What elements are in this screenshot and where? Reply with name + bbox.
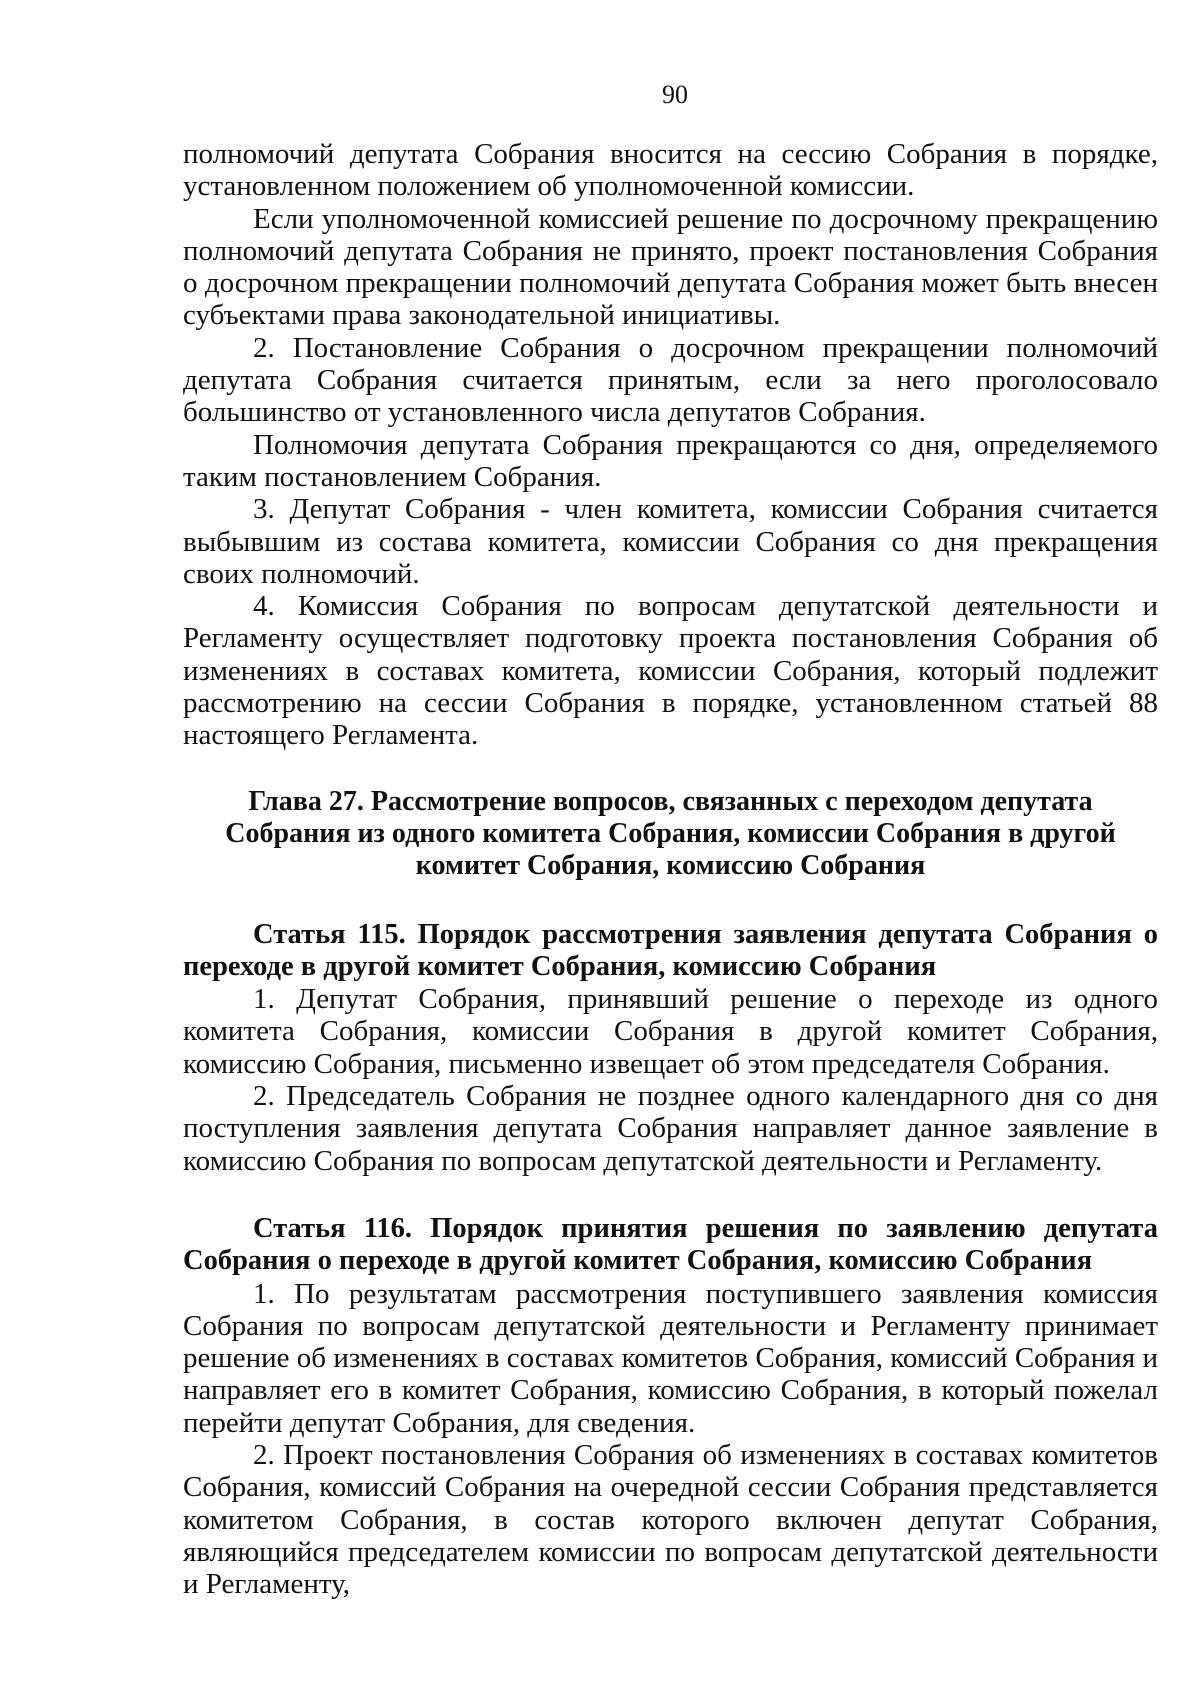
paragraph: 2. Председатель Собрания не позднее одного календарного дня со дня поступления заявления депутата Собрания направляет данное заявление в комиссию Собрания по вопросам депутатской деятельности и Регламенту. [183, 1080, 1158, 1177]
paragraph: 1. По результатам рассмотрения поступившего заявления комиссия Собрания по вопросам депутатской деятельности и Регламенту принимает решение об изменениях в составах комитетов Собрания, комиссий Собрания и направляет его в комитет Собрания, комиссию Собрания, в который пожелал перейти депутат Собрания, для сведения. [183, 1277, 1158, 1439]
paragraph-continuation: полномочий депутата Собрания вносится на сессию Собрания в порядке, установленном положением об уполномоченной комиссии. [183, 138, 1158, 203]
article-116-heading: Статья 116. Порядок принятия решения по заявлению депутата Собрания о переходе в другой комитет Собрания, комиссию Собрания [183, 1212, 1158, 1277]
paragraph: 2. Постановление Собрания о досрочном прекращении полномочий депутата Собрания считается принятым, если за него проголосовало большинство от установленного числа депутатов Собрания. [183, 331, 1158, 429]
article-115-heading: Статья 115. Порядок рассмотрения заявления депутата Собрания о переходе в другой комитет Собрания, комиссию Собрания [183, 918, 1158, 982]
chapter-heading-line: Глава 27. Рассмотрение вопросов, связанных с переходом депутата [248, 785, 1093, 817]
paragraph: Полномочия депутата Собрания прекращаются со дня, определяемого таким постановлением Собрания. [183, 428, 1158, 493]
paragraph: 3. Депутат Собрания - член комитета, комиссии Собрания считается выбывшим из состава комитета, комиссии Собрания со дня прекращения своих полномочий. [183, 493, 1158, 590]
chapter-heading-line: комитет Собрания, комиссию Собрания [415, 850, 926, 882]
paragraph: 4. Комиссия Собрания по вопросам депутатской деятельности и Регламенту осуществляет подготовку проекта постановления Собрания об изменениях в составах комитета, комиссии Собрания, который подлежит рассмотрению на сессии Собрания в порядке, установленном статьей 88 настоящего Регламента. [183, 590, 1158, 752]
chapter-heading-line: Собрания из одного комитета Собрания, комиссии Собрания в другой [225, 817, 1116, 849]
paragraph: Если уполномоченной комиссией решение по досрочному прекращению полномочий депутата Собрания не принято, проект постановления Собрания о досрочном прекращении полномочий депутата Собрания может быть внесен субъектами права законодательной инициативы. [183, 202, 1158, 332]
paragraph: 1. Депутат Собрания, принявший решение о переходе из одного комитета Собрания, комиссии Собрания в другой комитет Собрания, комиссию Собрания, письменно извещает об этом председателя Собрания. [183, 983, 1158, 1080]
page-number: 90 [662, 80, 688, 109]
document-body [183, 138, 1158, 1600]
paragraph: 2. Проект постановления Собрания об изменениях в составах комитетов Собрания, комиссий Собрания на очередной сессии Собрания представляется комитетом Собрания, в состав которого включен депутат Собрания, являющийся председателем комиссии по вопросам депутатской деятельности и Регламенту, [183, 1438, 1158, 1601]
chapter-heading [183, 786, 1158, 883]
